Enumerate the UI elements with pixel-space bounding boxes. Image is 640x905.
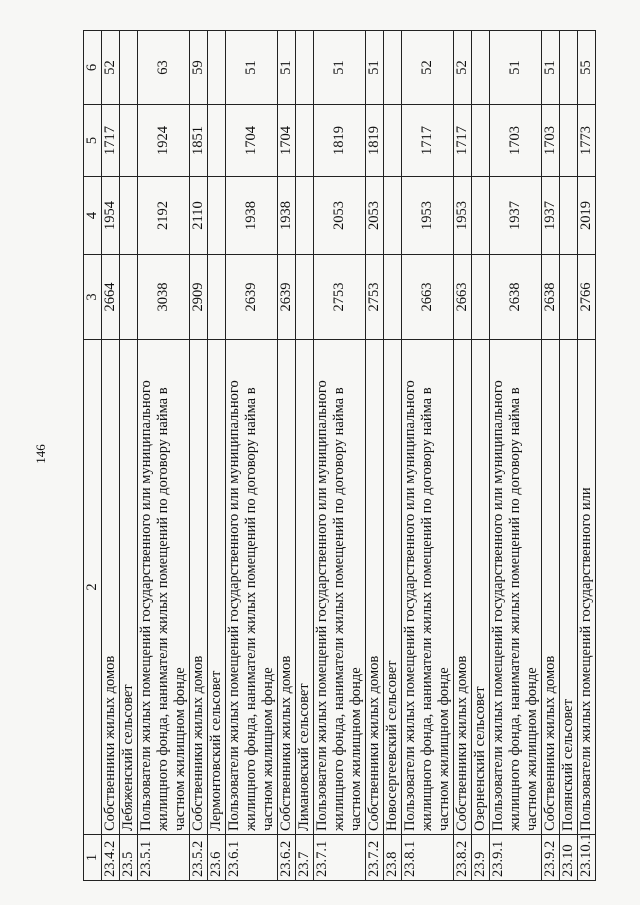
value-cell: 2663 xyxy=(454,255,472,340)
category-cell: Пользователи жилых помещений государственного или муниципального жилищного фонда, наниматели жилых помещений по договору найма в частном жилищном фонде xyxy=(490,340,542,835)
category-cell: Пользователи жилых помещений государственного или xyxy=(578,340,596,835)
value-cell: 1819 xyxy=(366,105,384,177)
value-cell xyxy=(384,177,402,255)
value-cell xyxy=(296,177,314,255)
value-cell: 2639 xyxy=(226,255,278,340)
value-cell: 51 xyxy=(490,31,542,105)
row-number-cell: 23.6.2 xyxy=(278,835,296,881)
value-cell xyxy=(472,31,490,105)
value-cell: 1938 xyxy=(226,177,278,255)
category-cell: Собственники жилых домов xyxy=(102,340,120,835)
table-row xyxy=(102,31,120,881)
value-cell: 63 xyxy=(138,31,190,105)
row-number-cell: 23.8.1 xyxy=(402,835,454,881)
value-cell: 51 xyxy=(366,31,384,105)
value-cell: 1717 xyxy=(402,105,454,177)
value-cell xyxy=(120,31,138,105)
row-number-cell: 23.9 xyxy=(472,835,490,881)
header-cell: 6 xyxy=(84,31,102,105)
value-cell: 2639 xyxy=(278,255,296,340)
value-cell: 52 xyxy=(402,31,454,105)
row-number-cell: 23.8.2 xyxy=(454,835,472,881)
value-cell xyxy=(120,105,138,177)
value-cell xyxy=(208,31,226,105)
category-cell: Полянский сельсовет xyxy=(560,340,578,835)
value-cell: 1924 xyxy=(138,105,190,177)
value-cell: 1717 xyxy=(102,105,120,177)
value-cell: 52 xyxy=(102,31,120,105)
table-row xyxy=(384,31,402,881)
value-cell xyxy=(208,105,226,177)
header-cell: 5 xyxy=(84,105,102,177)
category-cell: Лебяженский сельсовет xyxy=(120,340,138,835)
row-number-cell: 23.7.2 xyxy=(366,835,384,881)
category-cell: Пользователи жилых помещений государственного или муниципального жилищного фонда, наниматели жилых помещений по договору найма в частном жилищном фонде xyxy=(402,340,454,835)
value-cell: 2638 xyxy=(542,255,560,340)
header-cell: 2 xyxy=(84,340,102,835)
value-cell xyxy=(384,255,402,340)
table-row xyxy=(190,31,208,881)
category-cell: Новосергеевский сельсовет xyxy=(384,340,402,835)
row-number-cell: 23.10.1 xyxy=(578,835,596,881)
value-cell xyxy=(208,255,226,340)
value-cell: 2664 xyxy=(102,255,120,340)
table-row xyxy=(296,31,314,881)
table-row xyxy=(542,31,560,881)
value-cell: 51 xyxy=(226,31,278,105)
value-cell: 55 xyxy=(578,31,596,105)
value-cell: 1954 xyxy=(102,177,120,255)
header-cell: 3 xyxy=(84,255,102,340)
value-cell xyxy=(296,255,314,340)
table-row xyxy=(226,31,278,881)
row-number-cell: 23.7 xyxy=(296,835,314,881)
value-cell: 2638 xyxy=(490,255,542,340)
value-cell: 2753 xyxy=(366,255,384,340)
row-number-cell: 23.5.2 xyxy=(190,835,208,881)
table-row xyxy=(560,31,578,881)
rotated-table-container xyxy=(83,31,613,881)
value-cell: 1703 xyxy=(490,105,542,177)
value-cell: 1703 xyxy=(542,105,560,177)
value-cell xyxy=(384,105,402,177)
category-cell: Собственники жилых домов xyxy=(366,340,384,835)
value-cell xyxy=(560,31,578,105)
header-cell: 1 xyxy=(84,835,102,881)
value-cell: 1773 xyxy=(578,105,596,177)
row-number-cell: 23.10 xyxy=(560,835,578,881)
row-number-cell: 23.6 xyxy=(208,835,226,881)
table-row xyxy=(472,31,490,881)
value-cell xyxy=(296,31,314,105)
value-cell: 2053 xyxy=(366,177,384,255)
table-row xyxy=(578,31,596,881)
value-cell: 1819 xyxy=(314,105,366,177)
value-cell: 2192 xyxy=(138,177,190,255)
table-row xyxy=(278,31,296,881)
category-cell: Собственники жилых домов xyxy=(278,340,296,835)
value-cell: 2053 xyxy=(314,177,366,255)
value-cell xyxy=(472,177,490,255)
table-row xyxy=(138,31,190,881)
table-row xyxy=(120,31,138,881)
table-row xyxy=(208,31,226,881)
value-cell: 59 xyxy=(190,31,208,105)
value-cell: 52 xyxy=(454,31,472,105)
category-cell: Собственники жилых домов xyxy=(542,340,560,835)
row-number-cell: 23.9.1 xyxy=(490,835,542,881)
page-number: 146 xyxy=(32,444,48,464)
value-cell xyxy=(120,177,138,255)
category-cell: Собственники жилых домов xyxy=(190,340,208,835)
row-number-cell: 23.5.1 xyxy=(138,835,190,881)
value-cell: 1953 xyxy=(402,177,454,255)
value-cell: 2019 xyxy=(578,177,596,255)
value-cell xyxy=(296,105,314,177)
table-row xyxy=(366,31,384,881)
category-cell: Собственники жилых домов xyxy=(454,340,472,835)
value-cell xyxy=(472,255,490,340)
row-number-cell: 23.5 xyxy=(120,835,138,881)
value-cell xyxy=(472,105,490,177)
value-cell: 51 xyxy=(314,31,366,105)
value-cell: 1938 xyxy=(278,177,296,255)
row-number-cell: 23.8 xyxy=(384,835,402,881)
row-number-cell: 23.9.2 xyxy=(542,835,560,881)
value-cell xyxy=(560,177,578,255)
value-cell: 51 xyxy=(278,31,296,105)
value-cell: 2909 xyxy=(190,255,208,340)
table-row xyxy=(314,31,366,881)
row-number-cell: 23.6.1 xyxy=(226,835,278,881)
category-cell: Пользователи жилых помещений государственного или муниципального жилищного фонда, наниматели жилых помещений по договору найма в частном жилищном фонде xyxy=(314,340,366,835)
table-row xyxy=(402,31,454,881)
value-cell: 1704 xyxy=(226,105,278,177)
value-cell: 51 xyxy=(542,31,560,105)
table-row xyxy=(454,31,472,881)
category-cell: Пользователи жилых помещений государственного или муниципального жилищного фонда, наниматели жилых помещений по договору найма в частном жилищном фонде xyxy=(138,340,190,835)
value-cell: 2110 xyxy=(190,177,208,255)
value-cell: 1704 xyxy=(278,105,296,177)
tariff-table xyxy=(83,30,596,881)
value-cell xyxy=(384,31,402,105)
value-cell: 1851 xyxy=(190,105,208,177)
value-cell: 3038 xyxy=(138,255,190,340)
value-cell: 1937 xyxy=(490,177,542,255)
value-cell: 2663 xyxy=(402,255,454,340)
value-cell: 1953 xyxy=(454,177,472,255)
value-cell xyxy=(560,105,578,177)
value-cell: 1717 xyxy=(454,105,472,177)
value-cell xyxy=(208,177,226,255)
header-row xyxy=(84,31,102,881)
row-number-cell: 23.4.2 xyxy=(102,835,120,881)
category-cell: Лермонтовский сельсовет xyxy=(208,340,226,835)
row-number-cell: 23.7.1 xyxy=(314,835,366,881)
value-cell: 1937 xyxy=(542,177,560,255)
category-cell: Пользователи жилых помещений государственного или муниципального жилищного фонда, наниматели жилых помещений по договору найма в частном жилищном фонде xyxy=(226,340,278,835)
value-cell xyxy=(120,255,138,340)
header-cell: 4 xyxy=(84,177,102,255)
table-row xyxy=(490,31,542,881)
value-cell xyxy=(560,255,578,340)
value-cell: 2753 xyxy=(314,255,366,340)
category-cell: Лимановский сельсовет xyxy=(296,340,314,835)
category-cell: Озерненский сельсовет xyxy=(472,340,490,835)
value-cell: 2766 xyxy=(578,255,596,340)
